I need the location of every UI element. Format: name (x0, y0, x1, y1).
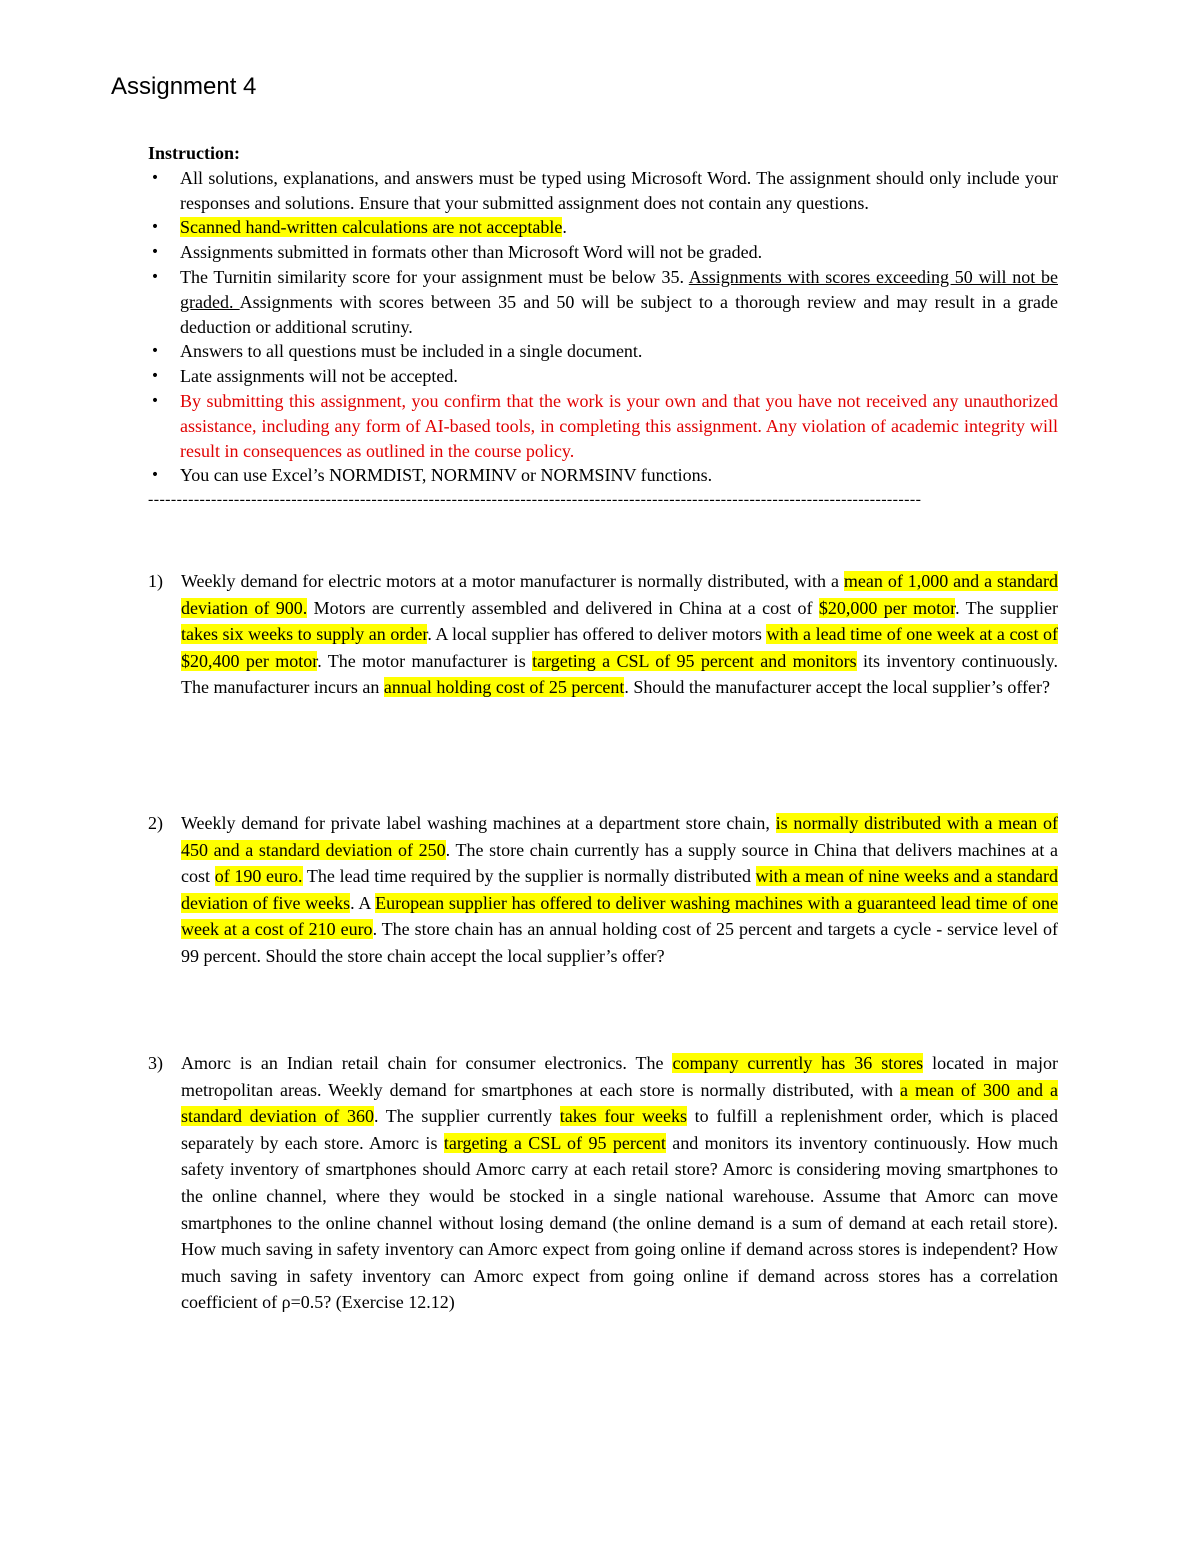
text-run: Motors are currently assembled and delivered in China at a cost of (307, 597, 819, 618)
highlighted-text: targeting a CSL of 95 percent (443, 1132, 666, 1153)
text-run: . The supplier currently (373, 1106, 560, 1127)
bullet-icon: • (150, 392, 160, 409)
text-run: Weekly demand for private label washing machines at a department store chain, (181, 813, 776, 833)
text-run: The Turnitin similarity score for your assignment must be below 35. (180, 266, 689, 287)
text-run: Assignments with scores between 35 and 50 will be subject to a thorough review and may result in a grade deduction or additional scrutiny. (180, 291, 1058, 337)
instruction-item (148, 364, 1058, 389)
highlighted-text: takes four weeks (559, 1106, 687, 1127)
text-run: and monitors its inventory continuously. How much safety inventory of smartphones should Amorc carry at each retail store? Amorc is considering moving smartphones to the online channel, where they would be stocked in a single national warehouse. Assume that Amorc can move smartphones to the online channel without losing demand (the online demand is a sum of demand at each retail store). How much saving in safety inventory can Amorc expect from going online if demand across stores is independent? How much saving in safety inventory can Amorc expect from going online if demand across stores has a correlation coefficient of ρ=0.5? (Exercise 12.12) (181, 1132, 1058, 1313)
text-run: You can use Excel’s NORMDIST, NORMINV or NORMSINV functions. (180, 465, 713, 486)
text-run: . Should the manufacturer accept the local supplier’s offer? (624, 677, 1051, 698)
text-run: All solutions, explanations, and answers must be typed using Microsoft Word. The assignment should only include your responses and solutions. Ensure that your submitted assignment does not contain any questions. (180, 167, 1058, 213)
text-run: Weekly demand for electric motors at a motor manufacturer is normally distributed, with a (181, 571, 844, 591)
highlighted-text: European supplier has offered to deliver washing machines with a guaranteed lead time of one week at a cost of 210 euro (181, 892, 1058, 940)
question-1 (148, 568, 1058, 701)
question-number: 3) (148, 1053, 163, 1073)
text-run: Answers to all questions must be included in a single document. (180, 341, 643, 362)
highlighted-text: annual holding cost of 25 percent (383, 677, 625, 698)
highlighted-text: is normally distributed with a mean of 450 and a standard deviation of 250 (181, 813, 1058, 860)
underlined-text: Assignments with scores exceeding 50 will not be graded. (180, 266, 1058, 312)
text-run: The lead time required by the supplier is normally distributed (302, 866, 756, 887)
text-run: . The store chain has an annual holding cost of 25 percent and targets a cycle - service level of 99 percent. Should the store chain accept the local supplier’s offer? (181, 919, 1058, 966)
instructions-section (148, 141, 1058, 510)
text-run: its inventory continuously. The manufacturer incurs an (181, 650, 1058, 698)
highlighted-text: targeting a CSL of 95 percent and monitors (532, 650, 857, 671)
highlighted-text: a mean of 300 and a standard deviation of 360 (181, 1079, 1058, 1127)
bullet-icon: • (150, 368, 160, 385)
text-run: . A local supplier has offered to deliver motors (427, 624, 767, 645)
text-run: located in major metropolitan areas. Weekly demand for smartphones at each store is normally distributed, with (181, 1053, 1058, 1100)
text-run: Assignments submitted in formats other than Microsoft Word will not be graded. (180, 242, 763, 263)
highlighted-text: mean of 1,000 and a standard deviation of 900. (181, 571, 1058, 618)
text-run: Late assignments will not be accepted. (180, 366, 458, 387)
instruction-item (148, 166, 1058, 216)
instruction-item (148, 265, 1058, 339)
highlighted-text: Scanned hand-written calculations are not acceptable (180, 217, 563, 238)
instruction-item (148, 215, 1058, 240)
question-3 (148, 1050, 1058, 1316)
question-number: 2) (148, 813, 163, 833)
text-run: . The supplier (955, 597, 1058, 618)
highlighted-text: with a lead time of one week at a cost of $20,400 per motor (181, 624, 1058, 671)
highlighted-text: of 190 euro. (214, 866, 303, 887)
highlighted-text: with a mean of nine weeks and a standard deviation of five weeks (181, 866, 1059, 913)
question-number: 1) (148, 571, 163, 591)
section-divider: --------------------------------------------------------------------------------------------------------------------------------------- (148, 491, 922, 509)
warning-text: By submitting this assignment, you confirm that the work is your own and that you have not received any unauthorized assistance, including any form of AI-based tools, in completing this assignment. Any violation of academic integrity will result in consequences as outlined in the course policy. (180, 390, 1058, 461)
bullet-icon: • (150, 219, 160, 236)
bullet-icon: • (150, 467, 160, 484)
question-text (181, 810, 1058, 970)
text-run: Amorc is an Indian retail chain for consumer electronics. The (181, 1053, 673, 1073)
instruction-item (148, 389, 1058, 463)
instruction-item (148, 339, 1058, 364)
instruction-item (148, 240, 1058, 265)
instruction-item (148, 463, 1058, 488)
question-text (181, 1050, 1058, 1316)
highlighted-text: company currently has 36 stores (672, 1053, 924, 1073)
highlighted-text: $20,000 per motor (818, 597, 956, 618)
highlighted-text: takes six weeks to supply an order (181, 624, 428, 645)
text-run: to fulfill a replenishment order, which is placed separately by each store. Amorc is (181, 1106, 1058, 1153)
text-run: . (562, 217, 567, 238)
text-run: . The motor manufacturer is (317, 650, 533, 671)
question-text (181, 568, 1058, 701)
bullet-icon: • (150, 343, 160, 360)
bullet-icon: • (150, 244, 160, 261)
text-run: . A (350, 892, 376, 913)
instruction-heading: Instruction: (148, 143, 241, 163)
document-title: Assignment 4 (111, 73, 257, 100)
instruction-list (148, 166, 1058, 488)
question-2 (148, 810, 1058, 970)
text-run: . The store chain currently has a supply source in China that delivers machines at a cost (181, 839, 1058, 887)
bullet-icon: • (150, 268, 160, 285)
bullet-icon: • (150, 169, 160, 186)
